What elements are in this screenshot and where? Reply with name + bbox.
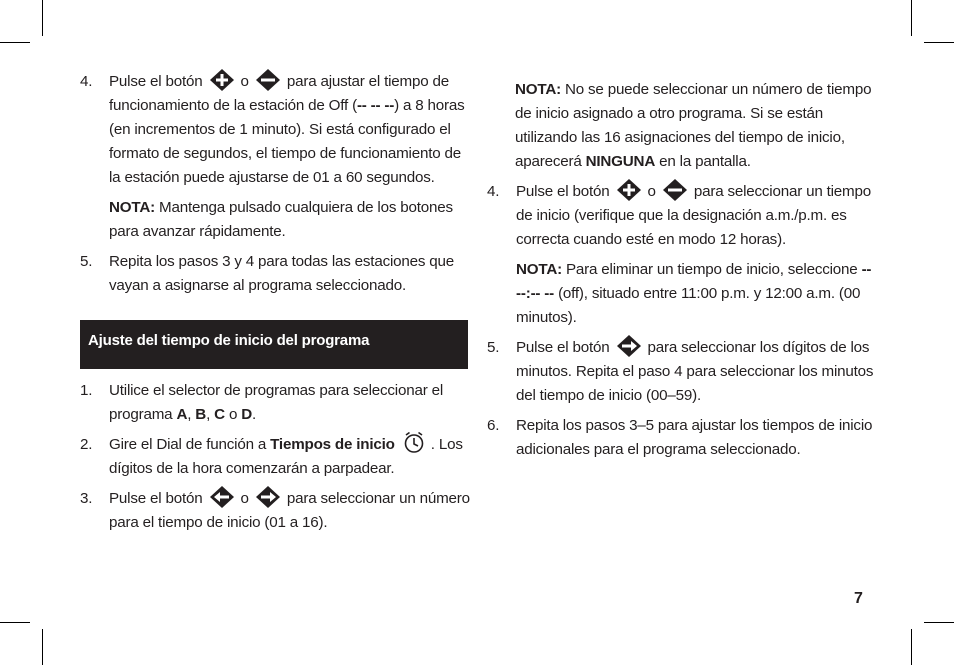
minus-button-icon bbox=[254, 69, 282, 91]
right-note-1: NOTA: No se puede seleccionar un número de tiempo de inicio asignado a otro programa. Si se están utilizando las 16 asignaciones del tiempo de inicio, aparecerá NINGUNA en la pantalla. bbox=[515, 81, 872, 170]
left-step-5: 5. Repita los pasos 3 y 4 para todas las estaciones que vayan a asignarse al programa seleccionado. bbox=[80, 253, 455, 294]
crop-mark bbox=[924, 622, 954, 623]
right-column bbox=[487, 78, 879, 468]
crop-mark bbox=[42, 0, 43, 36]
step-number: 4. bbox=[80, 73, 93, 90]
section-heading: Ajuste del tiempo de inicio del programa bbox=[80, 320, 468, 369]
right-arrow-button-icon bbox=[254, 486, 282, 508]
plus-button-icon bbox=[208, 69, 236, 91]
left-arrow-button-icon bbox=[208, 486, 236, 508]
crop-mark bbox=[0, 622, 30, 623]
right-arrow-button-icon bbox=[615, 335, 643, 357]
plus-button-icon bbox=[615, 179, 643, 201]
alarm-clock-icon bbox=[403, 430, 425, 454]
start-step-2: 2. Gire el Dial de función a Tiempos de inicio . Los dígitos de la hora comenzarán a parpadear. bbox=[80, 433, 470, 481]
page-number: 7 bbox=[854, 590, 863, 607]
right-step-4: 4. Pulse el botón o para seleccionar un tiempo de inicio (verifique que la designación a.m./p.m. es correcta cuando esté en modo 12 horas). bbox=[487, 180, 879, 252]
start-step-1: 1. Utilice el selector de programas para seleccionar el programa A, B, C o D. bbox=[80, 382, 444, 423]
crop-mark bbox=[911, 0, 912, 36]
right-note-2: NOTA: Para eliminar un tiempo de inicio, seleccione -- --:-- -- (off), situado entre 11:00 p.m. y 12:00 a.m. (00 minutos). bbox=[516, 261, 872, 326]
crop-mark bbox=[911, 629, 912, 665]
right-step-5: 5. Pulse el botón para seleccionar los dígitos de los minutos. Repita el paso 4 para seleccionar los minutos del tiempo de inicio (00–59). bbox=[487, 336, 879, 408]
right-step-6: 6. Repita los pasos 3–5 para ajustar los tiempos de inicio adicionales para el programa seleccionado. bbox=[487, 417, 873, 458]
start-step-3: 3. Pulse el botón o para seleccionar un número para el tiempo de inicio (01 a 16). bbox=[80, 487, 470, 535]
crop-mark bbox=[924, 42, 954, 43]
crop-mark bbox=[42, 629, 43, 665]
minus-button-icon bbox=[661, 179, 689, 201]
left-note: NOTA: Mantenga pulsado cualquiera de los botones para avanzar rápidamente. bbox=[109, 199, 453, 240]
left-column bbox=[80, 70, 470, 541]
left-step-4: 4. Pulse el botón o para ajustar el tiempo de funcionamiento de la estación de Off (-- -- --) a 8 horas (en incrementos de 1 minuto). Si está configurado el formato de segundos, el tiempo de funcionamiento de la estación puede ajustarse de 01 a 60 segundos. bbox=[80, 70, 470, 190]
crop-mark bbox=[0, 42, 30, 43]
